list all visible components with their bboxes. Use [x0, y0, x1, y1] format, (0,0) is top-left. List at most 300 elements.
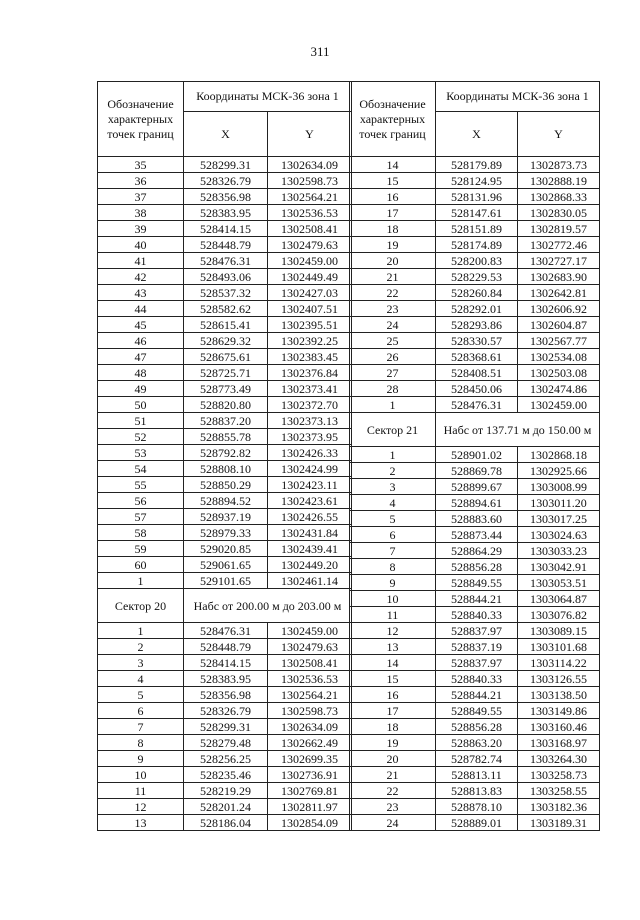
coord-y: 1303033.23	[518, 543, 600, 559]
point-id: 27	[350, 365, 436, 381]
table-row	[350, 607, 600, 623]
table-row	[98, 349, 352, 365]
coord-x: 528869.78	[436, 463, 518, 479]
point-id: 38	[98, 205, 184, 221]
point-id: 15	[350, 173, 436, 189]
coord-y: 1302819.57	[518, 221, 600, 237]
coord-x: 528476.31	[184, 623, 268, 639]
point-id: 47	[98, 349, 184, 365]
coord-x: 528200.83	[436, 253, 518, 269]
coord-y: 1303182.36	[518, 799, 600, 815]
coord-x: 528863.20	[436, 735, 518, 751]
section-note: Набс от 137.71 м до 150.00 м	[436, 413, 600, 447]
coord-x: 528894.61	[436, 495, 518, 511]
table-row	[98, 751, 352, 767]
table-row	[98, 445, 352, 461]
table-row	[350, 591, 600, 607]
coord-x: 528844.21	[436, 687, 518, 703]
table-row	[98, 317, 352, 333]
coord-x: 528299.31	[184, 157, 268, 173]
coord-x: 528292.01	[436, 301, 518, 317]
point-id: 36	[98, 173, 184, 189]
point-id: 59	[98, 541, 184, 557]
table-row	[350, 687, 600, 703]
point-id: 16	[350, 687, 436, 703]
header-designation: Обозначение характерных точек границ	[350, 82, 436, 157]
coord-y: 1302503.08	[518, 365, 600, 381]
coord-x: 528582.62	[184, 301, 268, 317]
coord-x: 528186.04	[184, 815, 268, 831]
table-row	[350, 253, 600, 269]
point-id: 49	[98, 381, 184, 397]
coord-y: 1302508.41	[268, 655, 352, 671]
coord-y: 1302606.92	[518, 301, 600, 317]
coord-x: 528414.15	[184, 221, 268, 237]
coord-x: 528450.06	[436, 381, 518, 397]
table-row	[350, 639, 600, 655]
coord-x: 528856.28	[436, 559, 518, 575]
coord-y: 1303076.82	[518, 607, 600, 623]
section-label: Сектор 21	[350, 413, 436, 447]
table-row	[98, 333, 352, 349]
coord-y: 1303053.51	[518, 575, 600, 591]
coord-x: 528840.33	[436, 671, 518, 687]
table-row	[350, 479, 600, 495]
point-id: 7	[98, 719, 184, 735]
coord-x: 528493.06	[184, 269, 268, 285]
point-id: 48	[98, 365, 184, 381]
coord-x: 528201.24	[184, 799, 268, 815]
point-id: 23	[350, 301, 436, 317]
coord-y: 1303114.22	[518, 655, 600, 671]
table-row	[98, 381, 352, 397]
coordinates-table-left	[97, 81, 352, 831]
table-body-right	[350, 157, 600, 831]
coord-y: 1302683.90	[518, 269, 600, 285]
header-y: Y	[518, 112, 600, 157]
table-row	[98, 205, 352, 221]
coord-y: 1303126.55	[518, 671, 600, 687]
table-row	[98, 429, 352, 445]
coord-y: 1302373.13	[268, 413, 352, 429]
coord-y: 1302604.87	[518, 317, 600, 333]
coord-y: 1302459.00	[268, 253, 352, 269]
coord-x: 528675.61	[184, 349, 268, 365]
coord-y: 1302383.45	[268, 349, 352, 365]
point-id: 44	[98, 301, 184, 317]
coord-x: 528147.61	[436, 205, 518, 221]
point-id: 52	[98, 429, 184, 445]
coord-x: 528368.61	[436, 349, 518, 365]
table-row	[98, 541, 352, 557]
coord-y: 1302373.95	[268, 429, 352, 445]
coord-x: 529101.65	[184, 573, 268, 589]
point-id: 14	[350, 655, 436, 671]
table-row	[350, 317, 600, 333]
coord-x: 529020.85	[184, 541, 268, 557]
coord-x: 528131.96	[436, 189, 518, 205]
point-id: 58	[98, 525, 184, 541]
coord-y: 1302736.91	[268, 767, 352, 783]
coord-y: 1302868.18	[518, 447, 600, 463]
point-id: 17	[350, 703, 436, 719]
coord-y: 1303264.30	[518, 751, 600, 767]
coord-x: 528537.32	[184, 285, 268, 301]
coord-y: 1302474.86	[518, 381, 600, 397]
point-id: 14	[350, 157, 436, 173]
header-x: X	[184, 112, 268, 157]
table-row	[98, 493, 352, 509]
coord-x: 528773.49	[184, 381, 268, 397]
coord-y: 1303017.25	[518, 511, 600, 527]
coord-x: 528408.51	[436, 365, 518, 381]
table-row	[98, 173, 352, 189]
table-row	[98, 719, 352, 735]
point-id: 26	[350, 349, 436, 365]
coord-y: 1303138.50	[518, 687, 600, 703]
coord-y: 1302427.03	[268, 285, 352, 301]
table-row	[98, 815, 352, 831]
coord-y: 1303258.55	[518, 783, 600, 799]
coord-x: 528864.29	[436, 543, 518, 559]
coord-x: 528448.79	[184, 639, 268, 655]
coord-x: 528856.28	[436, 719, 518, 735]
coord-y: 1302431.84	[268, 525, 352, 541]
table-row	[98, 767, 352, 783]
table-row	[98, 671, 352, 687]
table-row	[98, 799, 352, 815]
point-id: 12	[350, 623, 436, 639]
header-coordinates: Координаты МСК-36 зона 1	[436, 82, 600, 112]
point-id: 45	[98, 317, 184, 333]
coord-y: 1302811.97	[268, 799, 352, 815]
table-row	[350, 333, 600, 349]
table-row	[350, 173, 600, 189]
table-row	[350, 543, 600, 559]
coord-y: 1302854.09	[268, 815, 352, 831]
coord-x: 528383.95	[184, 671, 268, 687]
coord-x: 528476.31	[436, 397, 518, 413]
coord-x: 528151.89	[436, 221, 518, 237]
coord-x: 528299.31	[184, 719, 268, 735]
point-id: 60	[98, 557, 184, 573]
point-id: 1	[98, 573, 184, 589]
coord-x: 528849.55	[436, 575, 518, 591]
coord-y: 1303160.46	[518, 719, 600, 735]
point-id: 5	[98, 687, 184, 703]
table-row	[350, 221, 600, 237]
coord-y: 1302376.84	[268, 365, 352, 381]
point-id: 56	[98, 493, 184, 509]
point-id: 42	[98, 269, 184, 285]
coord-y: 1302634.09	[268, 719, 352, 735]
section-row	[98, 589, 352, 623]
header-coordinates: Координаты МСК-36 зона 1	[184, 82, 352, 112]
point-id: 4	[350, 495, 436, 511]
point-id: 57	[98, 509, 184, 525]
coord-x: 528414.15	[184, 655, 268, 671]
point-id: 37	[98, 189, 184, 205]
coord-y: 1302459.00	[268, 623, 352, 639]
point-id: 19	[350, 735, 436, 751]
table-row	[350, 447, 600, 463]
coord-y: 1303011.20	[518, 495, 600, 511]
coord-y: 1303064.87	[518, 591, 600, 607]
coord-x: 528179.89	[436, 157, 518, 173]
table-row	[98, 639, 352, 655]
point-id: 41	[98, 253, 184, 269]
coord-x: 528883.60	[436, 511, 518, 527]
table-row	[98, 783, 352, 799]
point-id: 51	[98, 413, 184, 429]
coord-x: 528330.57	[436, 333, 518, 349]
table-row	[98, 253, 352, 269]
point-id: 23	[350, 799, 436, 815]
coord-x: 528979.33	[184, 525, 268, 541]
coord-y: 1302564.21	[268, 687, 352, 703]
coord-y: 1302424.99	[268, 461, 352, 477]
table-row	[350, 397, 600, 413]
coord-y: 1302567.77	[518, 333, 600, 349]
coord-x: 528293.86	[436, 317, 518, 333]
coord-x: 528844.21	[436, 591, 518, 607]
table-row	[350, 559, 600, 575]
coord-x: 528356.98	[184, 189, 268, 205]
point-id: 6	[350, 527, 436, 543]
point-id: 8	[98, 735, 184, 751]
point-id: 11	[98, 783, 184, 799]
coord-y: 1302423.11	[268, 477, 352, 493]
coord-y: 1302536.53	[268, 205, 352, 221]
header-designation: Обозначение характерных точек границ	[98, 82, 184, 157]
coord-x: 528725.71	[184, 365, 268, 381]
table-row	[350, 285, 600, 301]
coord-y: 1302830.05	[518, 205, 600, 221]
table-row	[98, 573, 352, 589]
table-row	[98, 221, 352, 237]
point-id: 15	[350, 671, 436, 687]
point-id: 9	[350, 575, 436, 591]
coord-y: 1302407.51	[268, 301, 352, 317]
coord-y: 1302439.41	[268, 541, 352, 557]
table-row	[350, 511, 600, 527]
coord-y: 1303042.91	[518, 559, 600, 575]
point-id: 2	[98, 639, 184, 655]
coord-x: 528808.10	[184, 461, 268, 477]
table-row	[98, 623, 352, 639]
section-row	[350, 413, 600, 447]
coord-x: 528260.84	[436, 285, 518, 301]
point-id: 40	[98, 237, 184, 253]
point-id: 25	[350, 333, 436, 349]
point-id: 20	[350, 751, 436, 767]
coord-y: 1302372.70	[268, 397, 352, 413]
coord-y: 1302769.81	[268, 783, 352, 799]
coord-y: 1302392.25	[268, 333, 352, 349]
table-row	[98, 189, 352, 205]
coord-y: 1302699.35	[268, 751, 352, 767]
coord-x: 528820.80	[184, 397, 268, 413]
table-row	[350, 703, 600, 719]
table-row	[350, 495, 600, 511]
point-id: 7	[350, 543, 436, 559]
table-row	[98, 461, 352, 477]
coord-y: 1302772.46	[518, 237, 600, 253]
point-id: 35	[98, 157, 184, 173]
table-row	[98, 301, 352, 317]
point-id: 6	[98, 703, 184, 719]
table-row	[98, 365, 352, 381]
coord-y: 1302479.63	[268, 237, 352, 253]
coord-x: 528837.97	[436, 655, 518, 671]
coord-x: 528855.78	[184, 429, 268, 445]
coord-y: 1302564.21	[268, 189, 352, 205]
point-id: 24	[350, 317, 436, 333]
coord-x: 528813.83	[436, 783, 518, 799]
section-note: Набс от 200.00 м до 203.00 м	[184, 589, 352, 623]
coord-x: 528813.11	[436, 767, 518, 783]
point-id: 11	[350, 607, 436, 623]
point-id: 4	[98, 671, 184, 687]
coord-y: 1302459.00	[518, 397, 600, 413]
point-id: 1	[350, 397, 436, 413]
section-label: Сектор 20	[98, 589, 184, 623]
coord-y: 1302925.66	[518, 463, 600, 479]
point-id: 22	[350, 285, 436, 301]
point-id: 24	[350, 815, 436, 831]
coord-x: 528629.32	[184, 333, 268, 349]
coord-y: 1303168.97	[518, 735, 600, 751]
coord-y: 1302479.63	[268, 639, 352, 655]
point-id: 43	[98, 285, 184, 301]
table-row	[350, 463, 600, 479]
table-row	[350, 349, 600, 365]
table-row	[350, 527, 600, 543]
table-row	[98, 703, 352, 719]
table-row	[350, 783, 600, 799]
table-row	[350, 301, 600, 317]
coord-x: 528174.89	[436, 237, 518, 253]
point-id: 19	[350, 237, 436, 253]
coord-y: 1303008.99	[518, 479, 600, 495]
coord-x: 528837.19	[436, 639, 518, 655]
table-row	[350, 719, 600, 735]
coord-x: 528850.29	[184, 477, 268, 493]
point-id: 8	[350, 559, 436, 575]
point-id: 53	[98, 445, 184, 461]
table-row	[98, 687, 352, 703]
coord-x: 528256.25	[184, 751, 268, 767]
table-row	[98, 285, 352, 301]
coord-y: 1303024.63	[518, 527, 600, 543]
coord-x: 528837.20	[184, 413, 268, 429]
table-row	[350, 671, 600, 687]
table-row	[350, 157, 600, 173]
coord-x: 528383.95	[184, 205, 268, 221]
point-id: 10	[98, 767, 184, 783]
coord-y: 1302373.41	[268, 381, 352, 397]
header-y: Y	[268, 112, 352, 157]
table-row	[98, 557, 352, 573]
coord-y: 1302642.81	[518, 285, 600, 301]
point-id: 13	[98, 815, 184, 831]
table-row	[98, 157, 352, 173]
table-row	[350, 269, 600, 285]
coord-x: 528229.53	[436, 269, 518, 285]
point-id: 22	[350, 783, 436, 799]
table-row	[98, 525, 352, 541]
coord-y: 1302426.33	[268, 445, 352, 461]
coord-x: 528878.10	[436, 799, 518, 815]
coord-x: 528279.48	[184, 735, 268, 751]
table-row	[350, 365, 600, 381]
coord-x: 528356.98	[184, 687, 268, 703]
coord-x: 528889.01	[436, 815, 518, 831]
table-row	[98, 477, 352, 493]
table-row	[350, 655, 600, 671]
table-body-left	[98, 157, 352, 831]
point-id: 28	[350, 381, 436, 397]
point-id: 2	[350, 463, 436, 479]
table-row	[350, 735, 600, 751]
point-id: 10	[350, 591, 436, 607]
coord-x: 528615.41	[184, 317, 268, 333]
coord-y: 1302662.49	[268, 735, 352, 751]
coord-y: 1302449.49	[268, 269, 352, 285]
table-row	[98, 413, 352, 429]
coord-x: 528326.79	[184, 173, 268, 189]
coord-x: 528899.67	[436, 479, 518, 495]
coord-x: 528901.02	[436, 447, 518, 463]
coord-x: 528476.31	[184, 253, 268, 269]
point-id: 21	[350, 269, 436, 285]
coord-x: 528235.46	[184, 767, 268, 783]
point-id: 3	[98, 655, 184, 671]
coord-y: 1302449.20	[268, 557, 352, 573]
coord-y: 1302536.53	[268, 671, 352, 687]
coord-y: 1302888.19	[518, 173, 600, 189]
table-row	[350, 205, 600, 221]
coord-y: 1303189.31	[518, 815, 600, 831]
coord-y: 1302423.61	[268, 493, 352, 509]
table-row	[350, 799, 600, 815]
coord-x: 528837.97	[436, 623, 518, 639]
coord-x: 529061.65	[184, 557, 268, 573]
table-row	[350, 623, 600, 639]
coord-x: 528937.19	[184, 509, 268, 525]
table-row	[350, 767, 600, 783]
table-row	[350, 575, 600, 591]
point-id: 55	[98, 477, 184, 493]
point-id: 1	[98, 623, 184, 639]
coord-x: 528448.79	[184, 237, 268, 253]
coord-x: 528873.44	[436, 527, 518, 543]
coord-y: 1302873.73	[518, 157, 600, 173]
point-id: 12	[98, 799, 184, 815]
point-id: 18	[350, 221, 436, 237]
coord-y: 1302395.51	[268, 317, 352, 333]
point-id: 21	[350, 767, 436, 783]
table-row	[98, 237, 352, 253]
coord-y: 1303258.73	[518, 767, 600, 783]
coord-y: 1303089.15	[518, 623, 600, 639]
point-id: 5	[350, 511, 436, 527]
point-id: 18	[350, 719, 436, 735]
coord-y: 1302508.41	[268, 221, 352, 237]
point-id: 20	[350, 253, 436, 269]
point-id: 1	[350, 447, 436, 463]
table-row	[98, 269, 352, 285]
